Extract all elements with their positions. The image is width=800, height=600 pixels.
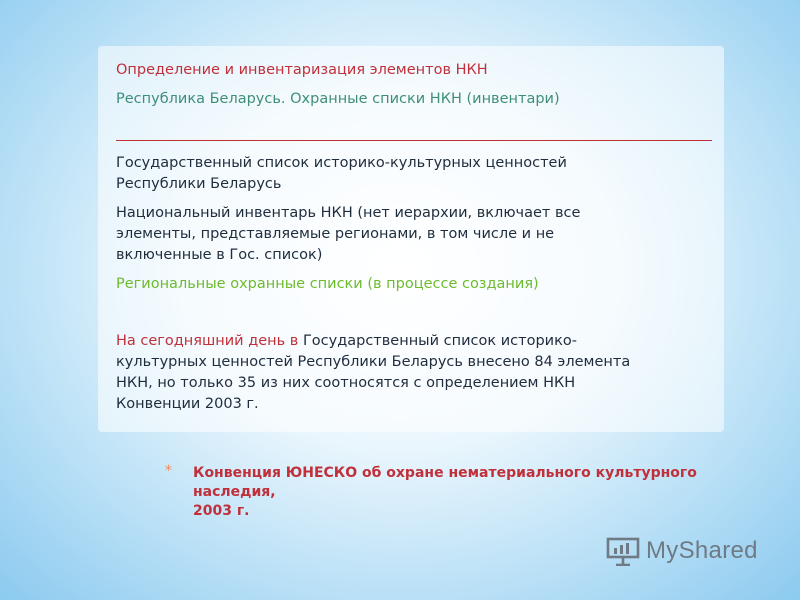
summary-highlight: На сегодняшний день в <box>116 333 299 349</box>
summary-line-1-rest: Государственный список историко- <box>298 333 577 349</box>
summary-line-2: культурных ценностей Республики Беларусь внесено 84 элемента <box>116 354 631 370</box>
footnote-bullet: * <box>165 463 172 479</box>
state-list-line-2: Республики Беларусь <box>116 176 282 192</box>
regional-lists-line-1: Региональные охранные списки (в процессе создания) <box>116 276 539 292</box>
footnote-line-2: 2003 г. <box>193 503 250 519</box>
national-inventory-item <box>116 203 580 266</box>
watermark-text: MyShared <box>646 537 758 564</box>
state-list-item <box>116 153 567 195</box>
summary-line-4: Конвенции 2003 г. <box>116 396 259 412</box>
slide-heading: Определение и инвентаризация элементов НКН <box>116 62 488 78</box>
slide-subheading: Республика Беларусь. Охранные списки НКН (инвентари) <box>116 91 560 107</box>
regional-lists-item <box>116 274 539 295</box>
watermark-logo <box>606 536 758 566</box>
national-inventory-line-3: включенные в Гос. список) <box>116 247 323 263</box>
summary-line-3: НКН, но только 35 из них соотносятся с определением НКН <box>116 375 576 391</box>
footnote-line-1: Конвенция ЮНЕСКО об охране нематериального культурного наследия, <box>193 465 697 500</box>
presentation-board-icon <box>606 536 640 566</box>
national-inventory-line-1: Национальный инвентарь НКН (нет иерархии, включает все <box>116 205 581 221</box>
national-inventory-line-2: элементы, представляемые регионами, в том числе и не <box>116 226 555 242</box>
divider-line <box>116 140 712 141</box>
summary-paragraph <box>116 331 630 415</box>
state-list-line-1: Государственный список историко-культурных ценностей <box>116 155 567 171</box>
footnote-text <box>193 464 765 521</box>
